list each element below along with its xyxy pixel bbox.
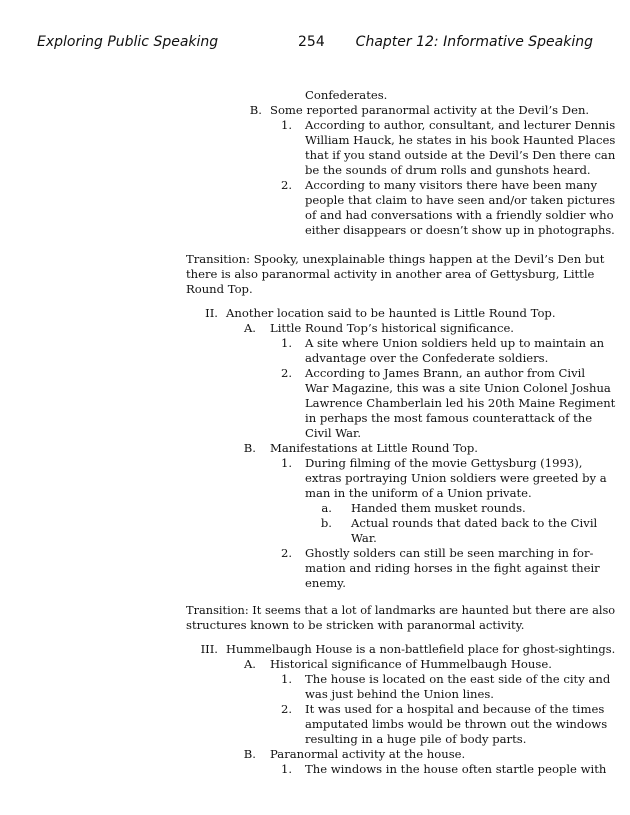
text-line: extras portraying Union soldiers were greeted by a	[305, 471, 607, 485]
outline-subpoint: Paranormal activity at the house.	[270, 747, 466, 761]
text-line: enemy.	[305, 576, 346, 590]
outline-marker: 2.	[280, 366, 292, 380]
outline-marker: a.	[321, 501, 332, 515]
text-line: It was used for a hospital and because of the times	[305, 702, 605, 716]
text-line: The house is located on the east side of the city and	[305, 672, 611, 686]
running-header-book-title: Exploring Public Speaking	[37, 34, 219, 50]
text-line: people that claim to have seen and/or taken pictures	[305, 193, 616, 207]
outline-subpoint: Some reported paranormal activity at the Devil’s Den.	[270, 103, 590, 117]
text-line: either disappears or doesn’t show up in photographs.	[305, 223, 615, 237]
text-line: resulting in a huge pile of body parts.	[305, 732, 527, 746]
transition-text: Transition: It seems that a lot of landmarks are haunted but there are also	[186, 603, 616, 617]
outline-marker: b.	[320, 516, 332, 530]
transition-text: Transition: Spooky, unexplainable things happen at the Devil’s Den but	[186, 252, 605, 266]
text-line: According to many visitors there have been many	[305, 178, 598, 192]
outline-marker: B.	[249, 103, 262, 117]
outline-marker: II.	[205, 306, 218, 320]
outline-subpoint: Little Round Top’s historical significance.	[270, 321, 514, 335]
text-line: The windows in the house often startle people with	[305, 762, 607, 776]
text-line: According to author, consultant, and lecturer Dennis	[305, 118, 616, 132]
outline-main-point: Hummelbaugh House is a non-battlefield place for ghost-sightings.	[226, 642, 616, 656]
text-line: War Magazine, this was a site Union Colonel Joshua	[305, 381, 611, 395]
text-line: During filming of the movie Gettysburg (1993),	[305, 456, 583, 470]
text-line: Civil War.	[305, 426, 362, 440]
outline-marker: 1.	[280, 762, 292, 776]
transition-text: there is also paranormal activity in another area of Gettysburg, Little	[186, 267, 595, 281]
outline-subpoint: Manifestations at Little Round Top.	[270, 441, 478, 455]
text-line: A site where Union soldiers held up to maintain an	[305, 336, 605, 350]
outline-main-point: Another location said to be haunted is Little Round Top.	[226, 306, 556, 320]
outline-marker: 2.	[280, 546, 292, 560]
text-line: advantage over the Confederate soldiers.	[305, 351, 549, 365]
outline-marker: 2.	[280, 178, 292, 192]
text-line: of and had conversations with a friendly soldier who	[305, 208, 614, 222]
outline-marker: III.	[200, 642, 218, 656]
outline-marker: 1.	[280, 672, 292, 686]
outline-marker: A.	[243, 657, 256, 671]
text-line: Handed them musket rounds.	[351, 501, 526, 515]
outline-marker: B.	[243, 747, 256, 761]
text-line: Actual rounds that dated back to the Civil	[351, 516, 598, 530]
text-line: Ghostly solders can still be seen marching in for-	[305, 546, 594, 560]
text-line: in perhaps the most famous counterattack of the	[305, 411, 593, 425]
transition-text: Round Top.	[186, 282, 253, 296]
text-line: man in the uniform of a Union private.	[305, 486, 532, 500]
text-line: War.	[351, 531, 377, 545]
running-header-chapter-title: Chapter 12: Informative Speaking	[355, 34, 593, 50]
text-line: mation and riding horses in the fight against their	[305, 561, 600, 575]
text-line: Confederates.	[305, 88, 388, 102]
text-line: Lawrence Chamberlain led his 20th Maine Regiment	[305, 396, 616, 410]
text-line: that if you stand outside at the Devil’s Den there can	[305, 148, 616, 162]
text-line: William Hauck, he states in his book Haunted Places	[305, 133, 616, 147]
page-number: 254	[298, 34, 325, 50]
transition-text: structures known to be stricken with paranormal activity.	[186, 618, 525, 632]
outline-marker: 1.	[280, 336, 292, 350]
text-line: be the sounds of drum rolls and gunshots heard.	[305, 163, 591, 177]
outline-marker: A.	[243, 321, 256, 335]
text-line: According to James Brann, an author from Civil	[305, 366, 586, 380]
outline-marker: 1.	[280, 118, 292, 132]
text-line: amputated limbs would be thrown out the windows	[305, 717, 608, 731]
outline-marker: B.	[243, 441, 256, 455]
outline-subpoint: Historical significance of Hummelbaugh House.	[270, 657, 552, 671]
outline-marker: 2.	[280, 702, 292, 716]
outline-marker: 1.	[280, 456, 292, 470]
text-line: was just behind the Union lines.	[305, 687, 494, 701]
